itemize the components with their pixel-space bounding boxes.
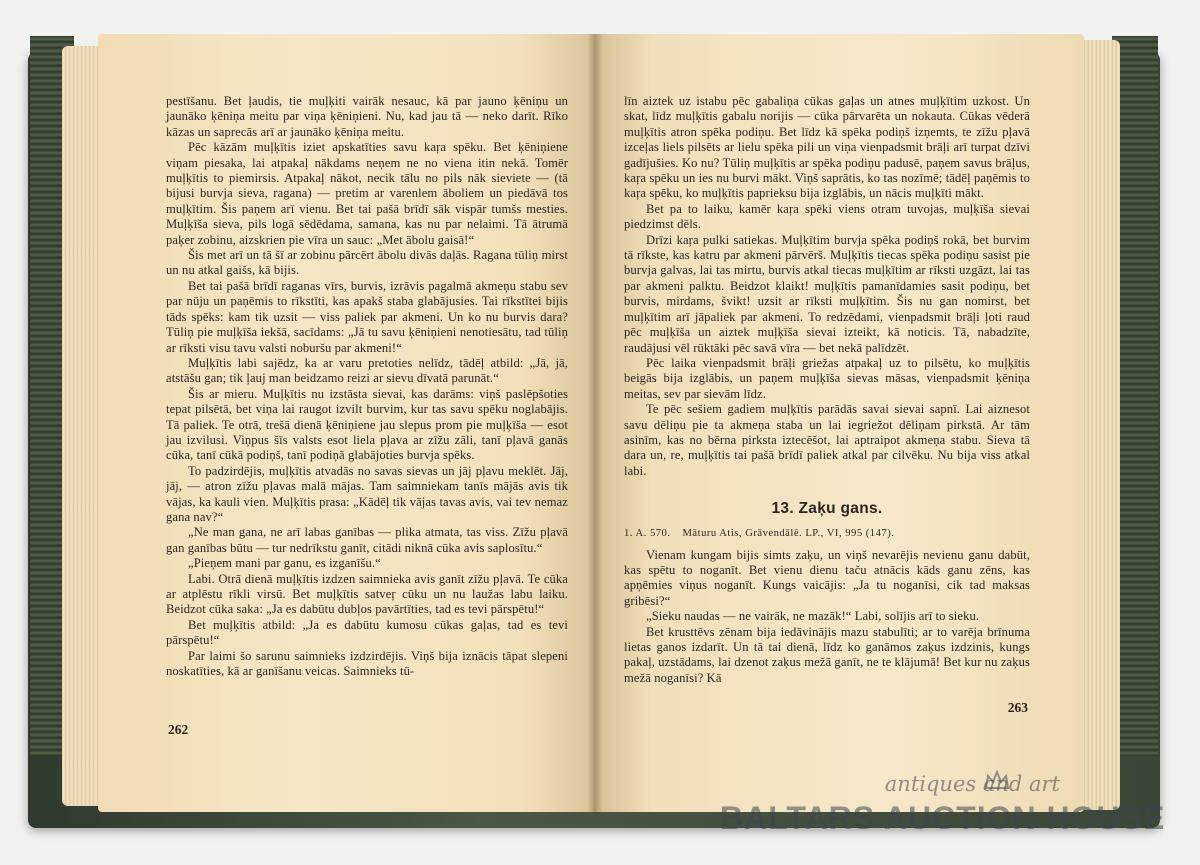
source-ref: 1. A. 570.: [624, 527, 671, 539]
left-paragraph: Par laimi šo sarunu saimnieks izdzirdējis. Viņš bija iznācis tāpat slepeni noskatīties, kā ar ganīšanu veicas. Saimnieks tū-: [166, 648, 568, 679]
right-paragraph: Te pēc sešiem gadiem muļķītis parādās savai sievai sapnī. Lai aiznesot savu dēliņu pie ta akmeņa staba un lai iegriežot dēliņam pirkstā. Ar tām asinīm, kas no bērna pirksta iztecēšot, lai aptraipot akmeņa stabu. Sieva tā dara un, re, muļķītis tai pašā brīdī paliek atkal par cilvēku. Nu bija viss atkal labi.: [624, 402, 1030, 478]
page-number-left: 262: [168, 722, 189, 737]
watermark-brand: BALTARS AUCTION HOUSE: [720, 800, 1166, 836]
source-attribution: Māturu Atis, Grāvendālē. LP., VI, 995 (147).: [682, 527, 895, 539]
right-page-text: [624, 94, 1030, 686]
watermark: [720, 772, 1166, 842]
left-page: [98, 34, 596, 812]
watermark-tagline: antiques and art: [884, 772, 1060, 796]
page-edges-right: [1080, 40, 1120, 810]
right-paragraph: Bet pa to laiku, kamēr kaŗa spēki viens otram tuvojas, muļķīša sievai piedzimst dēls.: [624, 201, 1030, 232]
right-paragraph: Vienam kungam bijis simts zaķu, un viņš nevarējis nevienu ganu dabūt, kas spētu to noganīt. Bet vienu dienu taču atnācis kāds ganu zēns, kas apņēmies viņus noganīt. Kungs vaicājis: „Ja tu noganīsi, cik tad maksas gribēsi?“: [624, 547, 1030, 608]
book-gutter: [588, 34, 602, 812]
left-page-text: [166, 94, 568, 679]
left-paragraph: Bet muļķītis atbild: „Ja es dabūtu kumosu cūkas gaļas, tad es tevi pārspētu!“: [166, 617, 568, 648]
left-paragraph: „Pieņem mani par ganu, es izganīšu.“: [188, 556, 381, 571]
right-paragraph: Bet krusttēvs zēnam bija iedāvinājis mazu stabulīti; ar to varēja brīnuma lietas ganos izdarīt. Un tā tai dienā, līdz ko ganāmos zaķus izdzinis, kungs pakaļ, uzstādams, lai dzenot zaķus mežā ganīt, ne te klājumā! Bet kur nu zaķus mežā noganīsi? Kā: [624, 624, 1030, 685]
right-paragraph: līn aiztek uz istabu pēc gabaliņa cūkas gaļas un atnes muļķītim uzkost. Un skat, līdz muļķītis gabalu norijis — cūka pārvarēta un nokauta. Cūkas vēderā muļķītis atron spēka podiņu. Bet līdz kā spēka podiņš izņemts, te zīžu pļavā izceļas liels pilsēts ar lielu spēka pili un viņa vienpadsmit brāļi arī turpat dzīvi gadījušies. Ko nu? Tūliņ muļķītis ar spēka podiņu padusē, paņem savus brāļus, kaŗa spēku un ies nu burvi mākt. Viņš saprātis, ko tas nozīmē; tādēļ paņēmis to kaŗa spēku, ko muļķītis paprieksu bija izglābis, un nācis muļķīti mākt.: [624, 94, 1030, 201]
left-paragraph: Šis ar mieru. Muļķītis nu izstāsta sievai, kas darāms: viņš paslēpšoties tepat pilsētā, bet viņa lai raugot izvilt burvim, kur tas savu spēku noglabājis. Tā paliek. Te otrā, trešā dienā ķēniņiene jau slepus prom pie muļķīša — esot jau izvilusi. Viņpus šīs valsts esot liela pļava ar zīžu zāli, tanī pļavā ganās cūka, tanī cūkā podiņš, tanī podiņā glabājoties burvja spēks.: [166, 386, 568, 463]
left-paragraph: Šis met arī un tā šī ar zobinu pārcērt ābolu divās daļās. Ragana tūliņ mirst un nu atkal gaišs, kā bijis.: [166, 248, 568, 278]
right-paragraph: Pēc laika vienpadsmit brāļi griežas atpakaļ uz to pilsētu, ko muļķītis beigās bija izglābis, un paņem muļķīša sievas māsas, vienpadsmit ķēniņa meitas, sev par sievām līdz.: [624, 355, 1030, 401]
section-title: 13. Zaķu gans.: [771, 500, 883, 518]
left-paragraph: Labi. Otrā dienā muļķītis izdzen saimnieka avis ganīt zīžu pļavā. Te cūka ar atplēstu rīkli virsū. Bet muļķītis satveŗ cūku un nu laužas labu laiku. Beidzot cūka saka: „Ja es dabūtu dubļos pavārtīties, tad es tevi pārspētu!“: [166, 571, 568, 617]
left-paragraph: „Ne man gana, ne arī labas ganības — plika atmata, tas viss. Zīžu pļavā gan ganības būtu — tur nedrīkstu ganīt, citādi niknā cūka avis saplosītu.“: [166, 525, 568, 555]
right-page: [594, 34, 1084, 812]
right-paragraph: Drīzi kaŗa pulki satiekas. Muļķītim burvja spēka podiņš rokā, bet burvim tā rīkste, kas katru par akmeni pārvērš. Muļķītis tiecas spēka podiņu sasist pie burvja galvas, lai tas mirtu, burvis atkal tiecas muļķītim ar rīksti uzgāzt, lai tas par akmeni palktu. Beidzot klaikt! muļķītis pamanīdamies sasit podiņu, bet burvis, mirdams, švikt! uzsit ar rīksti muļķītim. Šis nu gan nomirst, bet muļķītim arī jāpaliek par akmeni. To redzēdami, vienpadsmit brāļi ļoti raud pēc muļķīša un aiztek muļķīša sievai izteikt, kā noticis. Tā, nabadzīte, raudājusi vēl rūktāki pēc savā vīra — bet nekā palīdzēt.: [624, 232, 1030, 355]
source-line: [624, 527, 1030, 540]
left-paragraph: To padzirdējis, muļķītis atvadās no savas sievas un jāj pļavu meklēt. Jāj, jāj, — atron zīžu pļavas malā mājas. Tam saimniekam tanīs mājās avis tik vājas, ka kauli vien. Muļķītis prasa: „Kādēļ tik vājas tavas avis, vai tev nemaz gana nav?“: [166, 463, 568, 524]
left-paragraph: pestīšanu. Bet ļaudis, tie muļķiti vairāk nesauc, kā par jauno ķēniņu un jaunāko ķēniņa meitu par viņa ķēniņieni. Nu, kad jau tā — neko darīt. Rīko kāzas un saprecās arī ar jaunāko ķēniņa meitu.: [166, 94, 568, 139]
left-paragraph: Pēc kāzām muļķītis iziet apskatīties savu kaŗa spēku. Bet ķēniņiene viņam piesaka, lai atpakaļ nākdams neņem ne no viena itin nekā. Tomēr muļķītis to piemirsis. Atpakaļ nākot, necik tālu no pils nāk sieviete — (tā bijusi burvja sieva, ragana) — pretim ar varenlem āboliem un piedāvā tos muļķītim. Šis paņem arī vienu. Bet tai pašā brīdī sāk vispār tumšs mesties. Muļķīša sieva, pils logā sēdēdama, samana, kas nu par nelaimi. Tā ātrumā paķer zobinu, aizskrien pie vīra un sauc: „Met ābolu gaisā!“: [166, 140, 568, 247]
page-edges-left: [62, 46, 102, 806]
page-number-right: 263: [1007, 700, 1028, 715]
left-paragraph: Bet tai pašā brīdī raganas vīrs, burvis, izrāvis pagalmā akmeņu stabu sev par nūju un paņēmis to rīkstīti, kas apakš staba glabājusies. Tai rīkstītei bijis tāds spēks: kam tik uzsit — viss paliek par akmeni. Un ko nu burvis dara? Tūliņ pie muļķīša iekšā, sacīdams: „Jā tu savu ķēniņieni nenotiesātu, tad tūliņ ar rīksti visu tavu valsti noburšu par akmeni!“: [166, 278, 568, 355]
right-paragraph: „Sieku naudas — ne vairāk, ne mazāk!“ Labi, solījis arī to sieku.: [646, 609, 980, 624]
left-paragraph: Muļķītis labi sajēdz, ka ar varu pretoties nelīdz, tādēļ atbild: „Jā, jā, atstāšu gan; tik ļauj man beidzamo reizi ar sievu dīvatā parunāt.“: [166, 355, 568, 386]
